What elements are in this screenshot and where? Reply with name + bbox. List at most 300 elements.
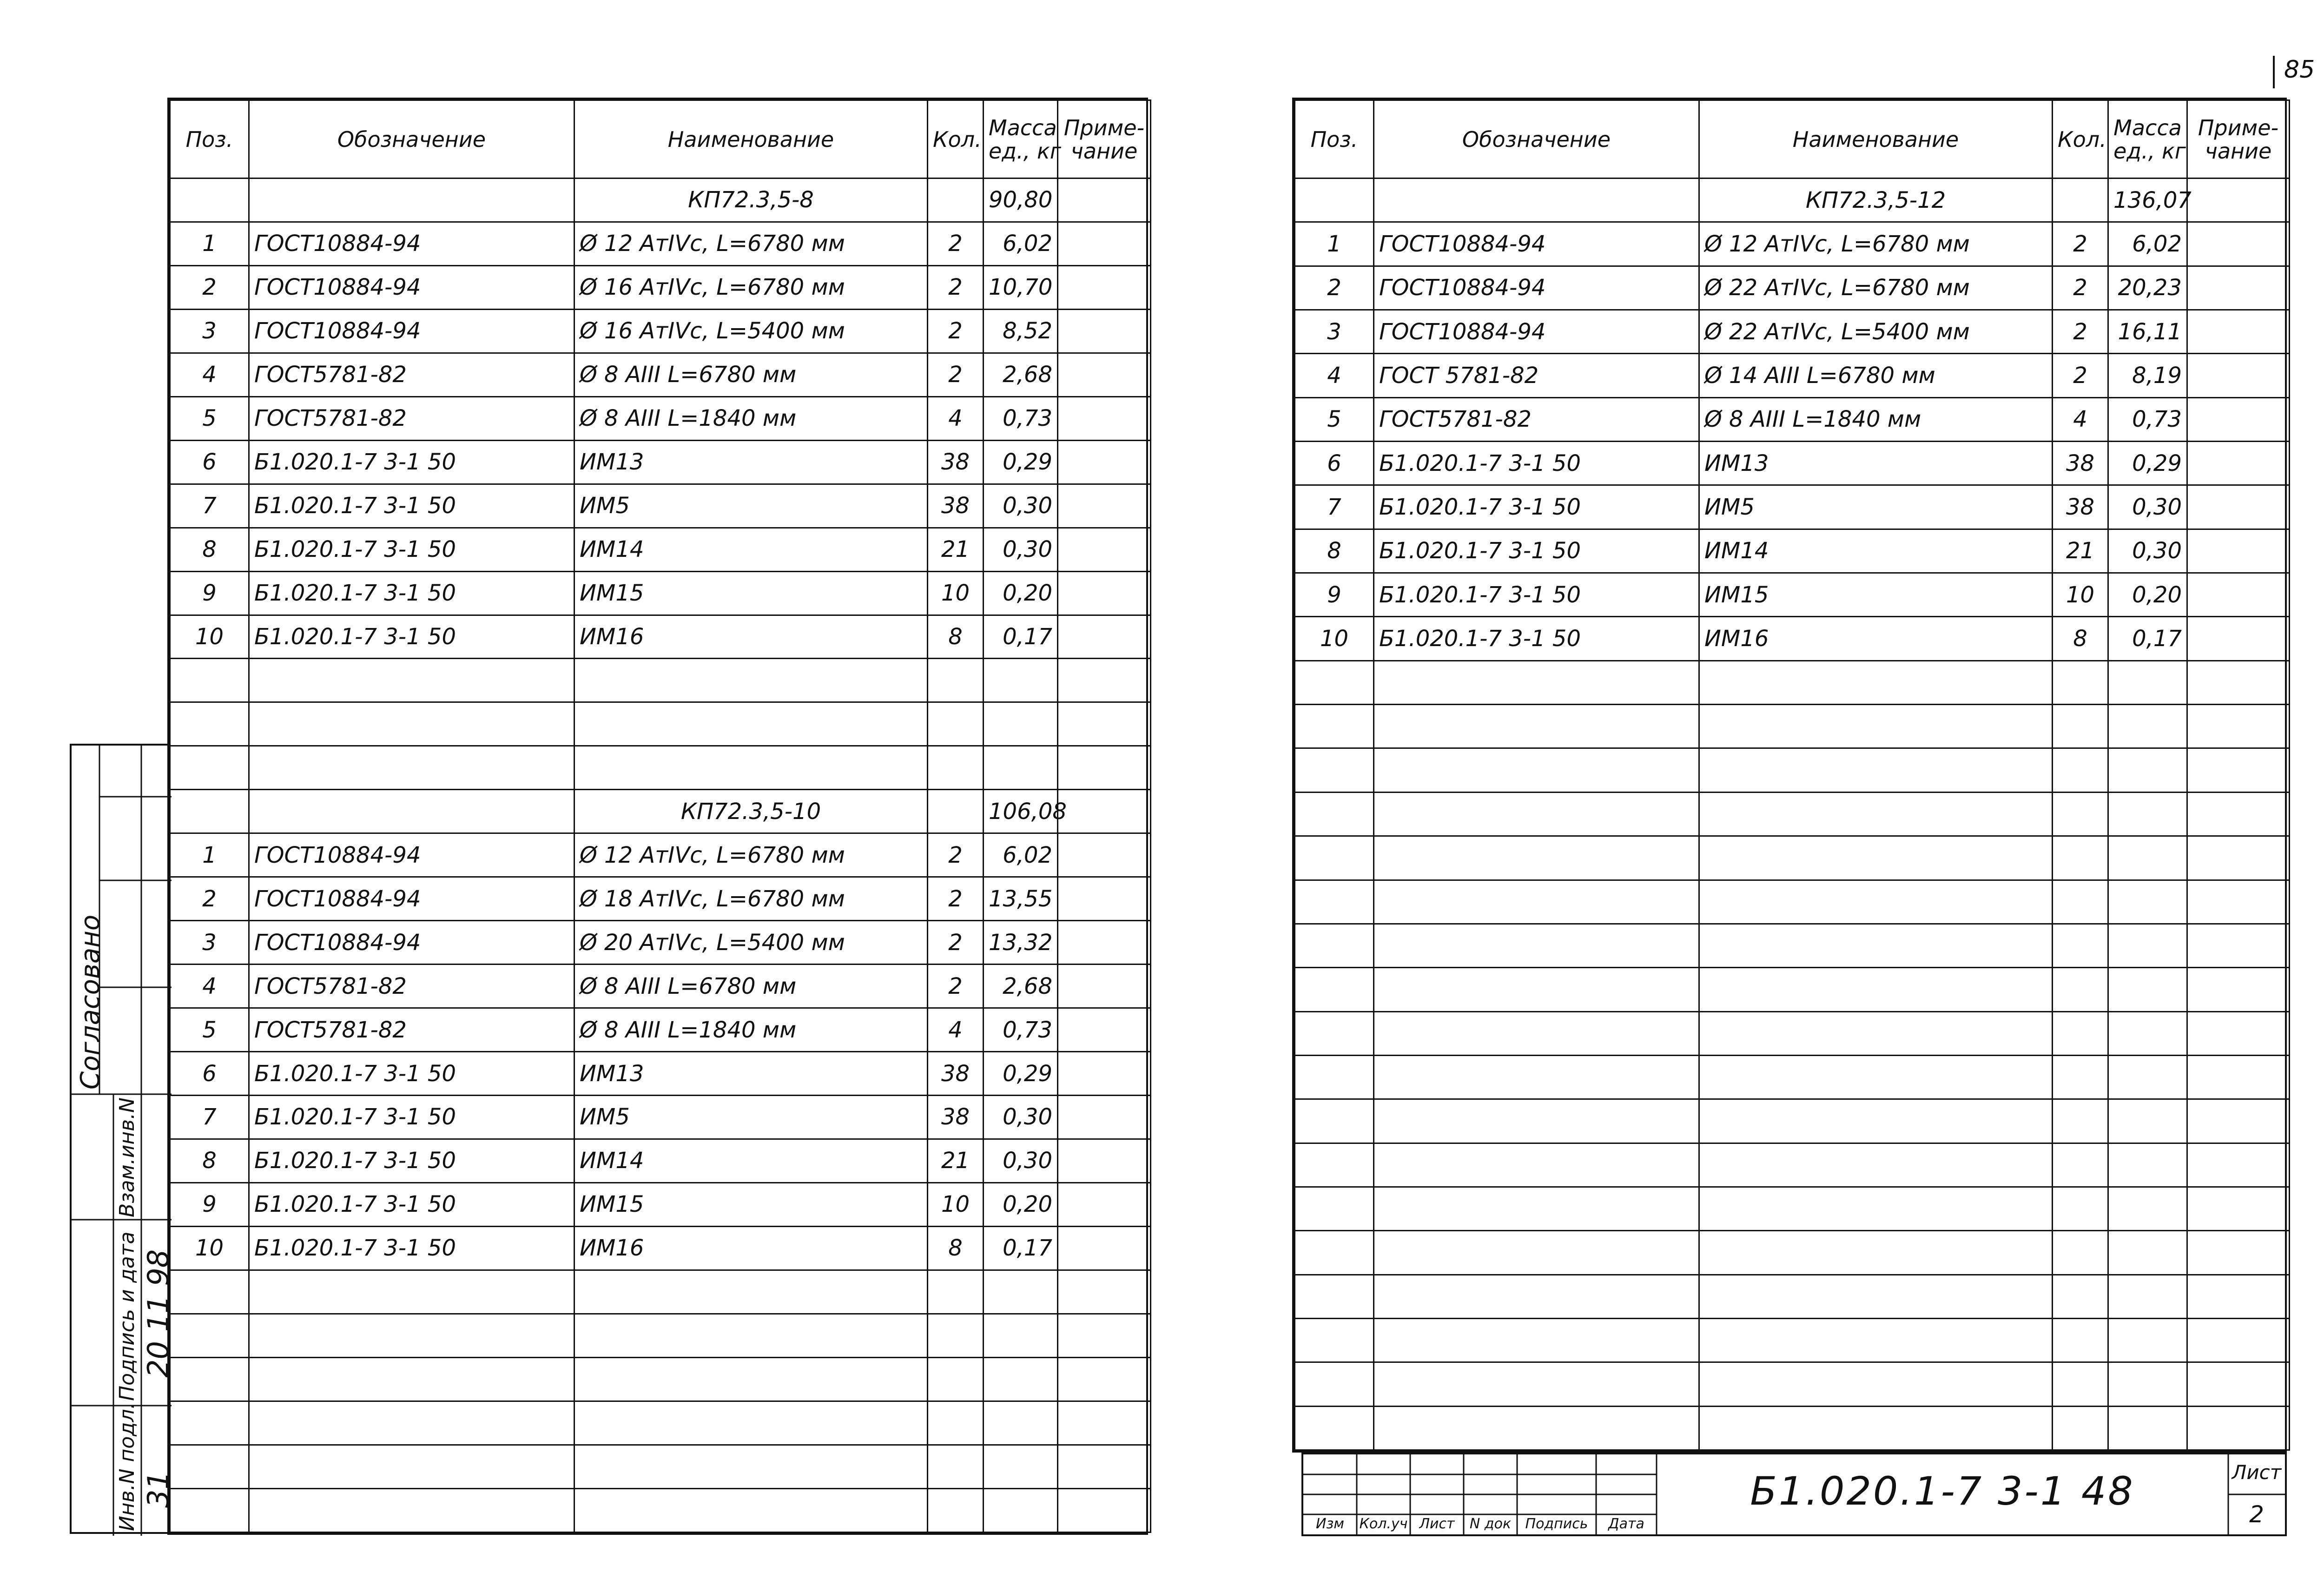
row-designation: ГОСТ10884-94 [249, 265, 574, 309]
empty-cell [2108, 1011, 2187, 1055]
sheet-label: Лист [2232, 1461, 2282, 1484]
spec-row [1295, 310, 2290, 354]
empty-cell [170, 659, 249, 702]
empty-cell [2187, 1406, 2290, 1450]
empty-cell [928, 1314, 984, 1357]
row-note [1058, 222, 1151, 265]
row-note [2187, 222, 2290, 266]
header-mass [2108, 100, 2187, 178]
spec-row [170, 1008, 1151, 1052]
empty-cell [1374, 1099, 1699, 1143]
empty-cell [1295, 1187, 1374, 1230]
row-mass: 0,17 [2108, 617, 2187, 661]
empty-cell [249, 1357, 574, 1401]
row-mass: 0,17 [984, 615, 1058, 659]
header-note-line2: чание [1070, 138, 1138, 164]
row-position: 9 [1295, 573, 1374, 617]
empty-cell [1295, 1231, 1374, 1275]
empty-cell [2108, 1055, 2187, 1099]
row-note [1058, 353, 1151, 396]
row-name: Ø 18 АтIVс, L=6780 мм [574, 877, 928, 921]
empty-cell [2053, 836, 2108, 880]
row-designation: Б1.020.1-7 3-1 50 [249, 571, 574, 615]
row-mass: 0,30 [2108, 485, 2187, 529]
empty-cell [2187, 661, 2290, 704]
empty-cell [2053, 1231, 2108, 1275]
row-note [2187, 617, 2290, 661]
empty-cell [2108, 1318, 2187, 1362]
row-quantity: 2 [928, 265, 984, 309]
empty-cell [928, 1445, 984, 1488]
row-designation: ГОСТ10884-94 [249, 921, 574, 964]
row-quantity: 2 [928, 877, 984, 921]
spec-row [170, 528, 1151, 571]
empty-cell [2053, 1011, 2108, 1055]
empty-row [1295, 836, 2290, 880]
empty-cell [928, 1357, 984, 1401]
empty-cell [2053, 1362, 2108, 1406]
row-mass: 13,55 [984, 877, 1058, 921]
spec-row [170, 833, 1151, 877]
empty-cell [170, 1357, 249, 1401]
empty-cell [574, 1270, 928, 1314]
empty-cell [2053, 924, 2108, 967]
empty-cell [2053, 1099, 2108, 1143]
empty-cell [249, 790, 574, 833]
empty-cell [1699, 661, 2053, 704]
empty-cell [2053, 705, 2108, 748]
empty-cell [1374, 1275, 1699, 1318]
empty-cell [249, 659, 574, 702]
row-position: 1 [1295, 222, 1374, 266]
group-title-row [1295, 178, 2290, 222]
empty-cell [1058, 1488, 1151, 1532]
spec-row [170, 396, 1151, 440]
left-spec-body [170, 178, 1151, 1533]
row-designation: Б1.020.1-7 3-1 50 [249, 484, 574, 528]
row-note [1058, 1139, 1151, 1182]
row-position: 3 [170, 309, 249, 353]
row-quantity: 10 [2053, 573, 2108, 617]
empty-row [1295, 924, 2290, 967]
row-position: 10 [1295, 617, 1374, 661]
row-mass: 0,30 [2108, 529, 2187, 573]
row-quantity: 10 [928, 1182, 984, 1226]
row-designation: ГОСТ5781-82 [249, 1008, 574, 1052]
empty-cell [1699, 1406, 2053, 1450]
row-mass: 0,73 [984, 396, 1058, 440]
empty-cell [2187, 1275, 2290, 1318]
spec-row [1295, 266, 2290, 310]
row-mass: 8,52 [984, 309, 1058, 353]
empty-cell [2108, 705, 2187, 748]
row-position: 2 [1295, 266, 1374, 310]
empty-row [170, 702, 1151, 746]
row-designation: Б1.020.1-7 3-1 50 [249, 1096, 574, 1139]
title-block-column-label: Подпись [1525, 1516, 1588, 1532]
row-designation: ГОСТ10884-94 [249, 877, 574, 921]
spec-row [170, 222, 1151, 265]
empty-cell [2108, 792, 2187, 836]
empty-cell [574, 1488, 928, 1532]
spec-row [170, 265, 1151, 309]
empty-cell [170, 1314, 249, 1357]
row-position: 5 [170, 1008, 249, 1052]
empty-cell [1295, 792, 1374, 836]
empty-row [1295, 1055, 2290, 1099]
empty-row [1295, 1318, 2290, 1362]
empty-cell [574, 1357, 928, 1401]
row-position: 3 [170, 921, 249, 964]
header-mass-line2: ед., кг [2113, 138, 2186, 164]
empty-cell [574, 1314, 928, 1357]
spec-row [1295, 529, 2290, 573]
row-quantity: 8 [928, 1226, 984, 1270]
row-note [2187, 529, 2290, 573]
row-mass: 0,30 [984, 1096, 1058, 1139]
row-note [1058, 265, 1151, 309]
empty-cell [1374, 1231, 1699, 1275]
row-mass: 2,68 [984, 353, 1058, 396]
row-quantity: 4 [2053, 397, 2108, 441]
signature-date-value: 20 11 98 [141, 1249, 175, 1378]
left-spec-sheet [167, 98, 1148, 1535]
empty-cell [928, 702, 984, 746]
row-position: 2 [170, 877, 249, 921]
header-mass-line2: ед., кг [989, 138, 1061, 164]
row-name: ИМ13 [574, 1052, 928, 1096]
row-designation: ГОСТ5781-82 [249, 396, 574, 440]
empty-cell [1699, 924, 2053, 967]
row-name: Ø 16 АтIVс, L=5400 мм [574, 309, 928, 353]
row-quantity: 2 [928, 921, 984, 964]
empty-cell [1295, 1143, 1374, 1187]
row-designation: Б1.020.1-7 3-1 50 [249, 440, 574, 484]
row-note [1058, 309, 1151, 353]
row-note [1058, 571, 1151, 615]
empty-cell [984, 1314, 1058, 1357]
empty-cell [574, 1445, 928, 1488]
row-quantity: 38 [928, 1052, 984, 1096]
spec-row [1295, 485, 2290, 529]
empty-cell [2187, 968, 2290, 1011]
empty-cell [1374, 1318, 1699, 1362]
header-note-line2: чание [2205, 138, 2272, 164]
row-position: 9 [170, 1182, 249, 1226]
empty-row [1295, 880, 2290, 924]
empty-cell [1699, 1362, 2053, 1406]
row-mass: 0,29 [984, 440, 1058, 484]
empty-cell [928, 659, 984, 702]
row-quantity: 21 [2053, 529, 2108, 573]
header-note-line1: Приме- [2198, 115, 2279, 140]
row-note [2187, 266, 2290, 310]
empty-row [1295, 705, 2290, 748]
row-quantity: 2 [2053, 222, 2108, 266]
empty-cell [249, 746, 574, 790]
empty-cell [984, 1357, 1058, 1401]
empty-cell [1295, 924, 1374, 967]
empty-cell [249, 1401, 574, 1445]
row-note [1058, 921, 1151, 964]
empty-cell [1295, 1099, 1374, 1143]
spec-row [170, 1096, 1151, 1139]
row-name: Ø 14 АIII L=6780 мм [1699, 354, 2053, 397]
empty-cell [2053, 1143, 2108, 1187]
document-code: Б1.020.1-7 3-1 48 [1750, 1468, 2135, 1514]
empty-row [1295, 1099, 2290, 1143]
sheet-number: 2 [2249, 1501, 2264, 1528]
row-designation: ГОСТ5781-82 [249, 964, 574, 1008]
row-note [2187, 442, 2290, 485]
row-note [1058, 615, 1151, 659]
right-spec-table [1294, 99, 2290, 1451]
empty-cell [249, 178, 574, 222]
row-mass: 0,20 [2108, 573, 2187, 617]
empty-cell [1295, 178, 1374, 222]
row-quantity: 4 [928, 396, 984, 440]
empty-cell [1058, 1401, 1151, 1445]
empty-cell [1374, 792, 1699, 836]
spec-row [170, 921, 1151, 964]
row-note [2187, 354, 2290, 397]
empty-cell [2187, 1231, 2290, 1275]
row-position: 4 [170, 964, 249, 1008]
empty-cell [1058, 659, 1151, 702]
empty-cell [2108, 748, 2187, 792]
spec-row [170, 353, 1151, 396]
row-designation: Б1.020.1-7 3-1 50 [1374, 529, 1699, 573]
empty-row [1295, 1011, 2290, 1055]
empty-cell [2108, 1231, 2187, 1275]
empty-row [1295, 748, 2290, 792]
inv-replaced-label: Взам.инв.N [115, 1097, 139, 1217]
empty-cell [2187, 1055, 2290, 1099]
empty-cell [1374, 1143, 1699, 1187]
row-name: Ø 12 АтIVс, L=6780 мм [1699, 222, 2053, 266]
empty-cell [2187, 1362, 2290, 1406]
empty-row [1295, 1187, 2290, 1230]
inv-original-value: 31 [141, 1471, 175, 1508]
row-designation: Б1.020.1-7 3-1 50 [249, 1052, 574, 1096]
empty-cell [1295, 1362, 1374, 1406]
empty-cell [1699, 1231, 2053, 1275]
empty-cell [170, 1488, 249, 1532]
empty-cell [1295, 705, 1374, 748]
header-row [1295, 100, 2290, 178]
empty-cell [1374, 705, 1699, 748]
empty-cell [2187, 924, 2290, 967]
row-mass: 10,70 [984, 265, 1058, 309]
row-mass: 13,32 [984, 921, 1058, 964]
row-note [1058, 440, 1151, 484]
row-position: 7 [170, 1096, 249, 1139]
empty-cell [1295, 1318, 1374, 1362]
empty-cell [984, 1488, 1058, 1532]
spec-row [1295, 354, 2290, 397]
row-name: Ø 8 АIII L=6780 мм [574, 964, 928, 1008]
group-title: КП72.3,5-10 [574, 790, 928, 833]
header-pos: Поз. [1295, 100, 1374, 178]
empty-row [1295, 1231, 2290, 1275]
empty-cell [984, 659, 1058, 702]
row-mass: 0,30 [984, 1139, 1058, 1182]
empty-cell [2053, 1275, 2108, 1318]
row-name: ИМ16 [574, 615, 928, 659]
empty-cell [2053, 1318, 2108, 1362]
row-mass: 0,73 [2108, 397, 2187, 441]
header-designation: Обозначение [249, 100, 574, 178]
row-mass: 0,20 [984, 571, 1058, 615]
spec-row [170, 1226, 1151, 1270]
empty-cell [928, 1401, 984, 1445]
row-quantity: 38 [2053, 442, 2108, 485]
empty-cell [249, 1270, 574, 1314]
row-name: Ø 8 АIII L=1840 мм [574, 396, 928, 440]
header-name: Наименование [1699, 100, 2053, 178]
row-mass: 0,20 [984, 1182, 1058, 1226]
row-quantity: 21 [928, 1139, 984, 1182]
row-designation: ГОСТ10884-94 [1374, 222, 1699, 266]
row-mass: 6,02 [984, 222, 1058, 265]
empty-cell [2108, 1362, 2187, 1406]
empty-cell [170, 702, 249, 746]
empty-cell [928, 1270, 984, 1314]
empty-cell [928, 1488, 984, 1532]
empty-cell [170, 746, 249, 790]
row-designation: ГОСТ10884-94 [1374, 266, 1699, 310]
empty-cell [249, 1488, 574, 1532]
row-mass: 20,23 [2108, 266, 2187, 310]
row-quantity: 2 [2053, 354, 2108, 397]
empty-cell [249, 1314, 574, 1357]
empty-cell [2053, 1055, 2108, 1099]
row-position: 8 [170, 1139, 249, 1182]
row-note [1058, 484, 1151, 528]
row-note [1058, 396, 1151, 440]
empty-row [1295, 1362, 2290, 1406]
empty-row [170, 1357, 1151, 1401]
empty-row [170, 1314, 1151, 1357]
empty-cell [1295, 748, 1374, 792]
header-note [1058, 100, 1151, 178]
empty-cell [1295, 1055, 1374, 1099]
empty-cell [2187, 748, 2290, 792]
row-name: Ø 16 АтIVс, L=6780 мм [574, 265, 928, 309]
empty-cell [170, 1401, 249, 1445]
title-block-column-label: N док [1469, 1516, 1512, 1532]
row-name: ИМ13 [1699, 442, 2053, 485]
empty-cell [1374, 968, 1699, 1011]
signature-date-label: Подпись и дата [115, 1231, 139, 1401]
row-quantity: 2 [928, 353, 984, 396]
empty-cell [1699, 1099, 2053, 1143]
row-position: 1 [170, 222, 249, 265]
row-name: ИМ16 [1699, 617, 2053, 661]
row-mass: 2,68 [984, 964, 1058, 1008]
row-name: ИМ5 [574, 484, 928, 528]
empty-cell [1374, 1011, 1699, 1055]
empty-cell [1295, 661, 1374, 704]
inv-original-label: Инв.N подл. [115, 1402, 139, 1531]
row-designation: Б1.020.1-7 3-1 50 [1374, 485, 1699, 529]
empty-cell [2108, 880, 2187, 924]
row-quantity: 2 [2053, 266, 2108, 310]
empty-row [1295, 661, 2290, 704]
row-position: 2 [170, 265, 249, 309]
row-position: 6 [1295, 442, 1374, 485]
empty-cell [1374, 1406, 1699, 1450]
empty-cell [928, 746, 984, 790]
empty-cell [2053, 178, 2108, 222]
row-mass: 6,02 [2108, 222, 2187, 266]
row-name: Ø 22 АтIVс, L=5400 мм [1699, 310, 2053, 354]
row-name: ИМ14 [1699, 529, 2053, 573]
empty-cell [2053, 1406, 2108, 1450]
row-designation: Б1.020.1-7 3-1 50 [1374, 442, 1699, 485]
row-name: Ø 12 АтIVс, L=6780 мм [574, 222, 928, 265]
empty-cell [170, 790, 249, 833]
empty-row [170, 746, 1151, 790]
approval-agreed-label: Согласовано [75, 914, 106, 1090]
empty-cell [2108, 661, 2187, 704]
empty-cell [2053, 880, 2108, 924]
empty-cell [2187, 1011, 2290, 1055]
empty-cell [1058, 702, 1151, 746]
empty-cell [1699, 1187, 2053, 1230]
empty-cell [2187, 178, 2290, 222]
empty-cell [1699, 1055, 2053, 1099]
empty-cell [1699, 1143, 2053, 1187]
row-designation: Б1.020.1-7 3-1 50 [1374, 617, 1699, 661]
row-mass: 16,11 [2108, 310, 2187, 354]
title-block [1301, 1453, 2287, 1536]
row-note [1058, 1096, 1151, 1139]
spec-row [1295, 397, 2290, 441]
empty-cell [1374, 1055, 1699, 1099]
empty-cell [1374, 1362, 1699, 1406]
row-position: 10 [170, 1226, 249, 1270]
spec-row [1295, 617, 2290, 661]
row-designation: Б1.020.1-7 3-1 50 [249, 1226, 574, 1270]
empty-cell [2108, 968, 2187, 1011]
group-total-mass: 106,08 [984, 790, 1058, 833]
empty-cell [249, 1445, 574, 1488]
empty-cell [1058, 1445, 1151, 1488]
row-mass: 0,73 [984, 1008, 1058, 1052]
empty-cell [2108, 1099, 2187, 1143]
empty-cell [574, 746, 928, 790]
empty-cell [1374, 748, 1699, 792]
row-name: Ø 8 АIII L=6780 мм [574, 353, 928, 396]
row-name: ИМ15 [1699, 573, 2053, 617]
row-quantity: 38 [928, 484, 984, 528]
empty-cell [1295, 1011, 1374, 1055]
row-name: ИМ15 [574, 1182, 928, 1226]
title-block-column-label: Лист [1419, 1516, 1455, 1532]
header-mass-line1: Масса [989, 115, 1057, 140]
empty-cell [1058, 1357, 1151, 1401]
row-position: 10 [170, 615, 249, 659]
spec-row [1295, 573, 2290, 617]
empty-row [170, 1445, 1151, 1488]
empty-cell [1699, 748, 2053, 792]
row-designation: Б1.020.1-7 3-1 50 [1374, 573, 1699, 617]
spec-row [170, 309, 1151, 353]
row-designation: ГОСТ10884-94 [1374, 310, 1699, 354]
empty-cell [1699, 1318, 2053, 1362]
empty-cell [984, 702, 1058, 746]
